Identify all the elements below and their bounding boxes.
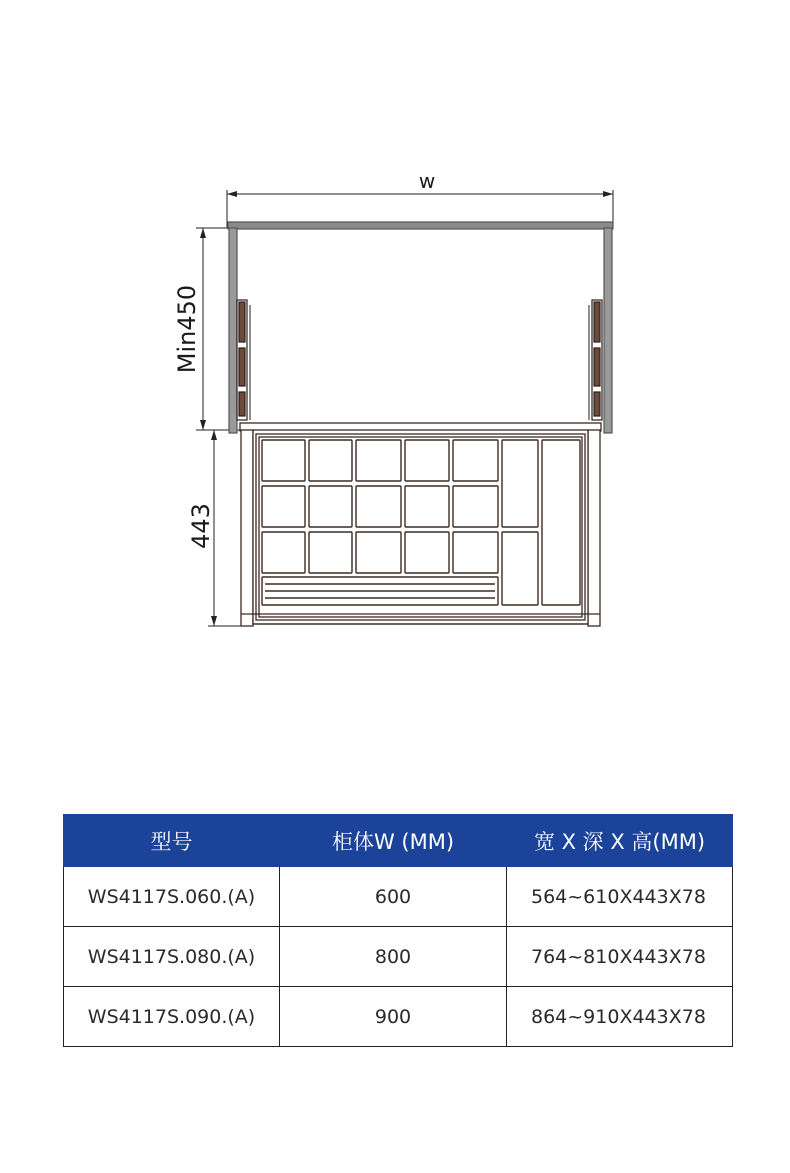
width-label: w xyxy=(418,169,436,193)
basket-frame xyxy=(240,423,601,626)
basket-label: 443 xyxy=(187,503,215,549)
table-header-row xyxy=(64,815,733,867)
left-lift-mechanism xyxy=(237,300,250,420)
spec-table xyxy=(63,814,733,1047)
cell-model: WS4117S.090.(A) xyxy=(64,987,280,1047)
header-cabinet-width: 柜体W (MM) xyxy=(280,815,507,867)
cell-dimensions: 864~910X443X78 xyxy=(507,987,733,1047)
cell-dimensions: 764~810X443X78 xyxy=(507,927,733,987)
table-row xyxy=(64,987,733,1047)
cell-cabinet-width: 900 xyxy=(280,987,507,1047)
right-lift-mechanism xyxy=(589,300,602,420)
cell-model: WS4117S.080.(A) xyxy=(64,927,280,987)
table-row xyxy=(64,867,733,927)
cell-model: WS4117S.060.(A) xyxy=(64,867,280,927)
height-label: Min450 xyxy=(173,284,201,374)
table-row xyxy=(64,927,733,987)
cell-cabinet-width: 800 xyxy=(280,927,507,987)
cell-cabinet-width: 600 xyxy=(280,867,507,927)
header-dimensions: 宽 X 深 X 高(MM) xyxy=(507,815,733,867)
cabinet-frame xyxy=(228,222,613,433)
header-model: 型号 xyxy=(64,815,280,867)
cell-dimensions: 564~610X443X78 xyxy=(507,867,733,927)
